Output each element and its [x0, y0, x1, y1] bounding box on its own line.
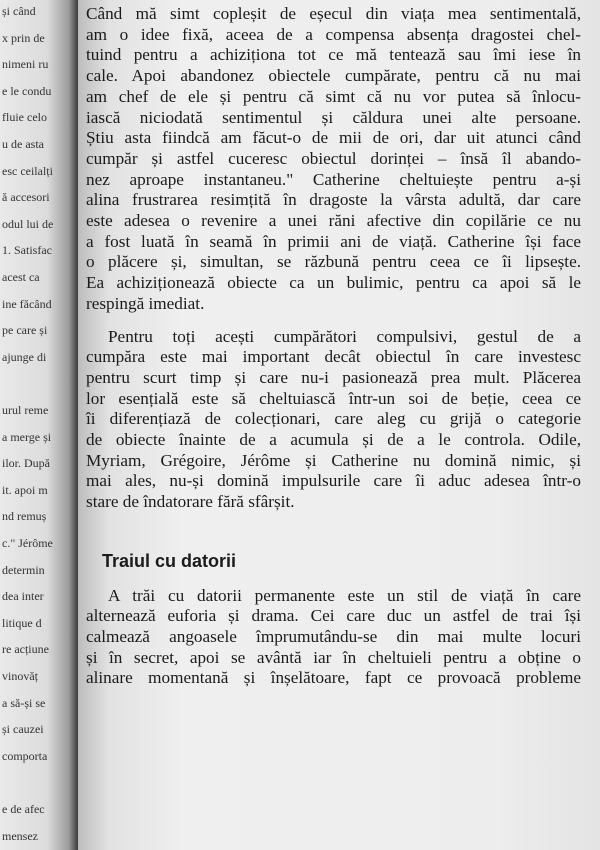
text-line: stare de îndatorare fără sfârșit.	[86, 492, 295, 512]
paragraph-1	[86, 4, 581, 315]
margin-fragment: u de asta	[2, 137, 44, 151]
text-line: calmează angoasele împrumutându-se din mai multe locuri	[86, 626, 581, 646]
text-line: Când mă simt copleșit de eșecul din viața mea sentimentală,	[86, 4, 581, 23]
text-line: respingă imediat.	[86, 293, 205, 313]
margin-fragment: 1. Satisfac	[2, 243, 52, 258]
margin-fragment: vinovăț	[2, 669, 38, 683]
margin-fragment: comporta	[2, 748, 48, 763]
text-line: Știu asta fiindcă am făcut-o de mii de ori, dar uit atunci când	[86, 128, 581, 148]
margin-fragment: ine făcând	[2, 296, 52, 311]
margin-fragment: x prin de	[2, 30, 45, 45]
margin-fragment: ilor. După	[2, 456, 50, 471]
margin-fragment: it. apoi m	[2, 482, 48, 497]
margin-fragment: fluie celo	[2, 110, 47, 125]
margin-fragment: acest ca	[2, 270, 40, 284]
text-line: și în secret, apoi se avântă iar în cheltuieli pentru a obține o	[86, 647, 581, 667]
text-line: Pentru toți acești cumpărători compulsivi, gestul de a	[108, 326, 581, 346]
margin-fragment: a să-și se	[2, 695, 46, 710]
margin-fragment: și când	[2, 4, 36, 18]
text-line: alinare momentană și înșelătoare, fapt ce provoacă probleme	[86, 668, 581, 688]
margin-fragment: mensez	[2, 828, 38, 843]
text-line: alina frustrarea resimțită în dragoste la vârsta adultă, dar care	[86, 190, 581, 210]
margin-fragment: litique d	[2, 615, 42, 630]
margin-fragment: c." Jérôme	[2, 536, 53, 550]
margin-fragment: determin	[2, 562, 45, 577]
text-line: iască niciodată sentimentul și căldura unei alte persoane.	[86, 107, 581, 127]
paragraph-2	[86, 327, 581, 513]
text-line: am chef de ele și pentru că simt că nu vor putea să înlocu-	[86, 86, 581, 106]
text-line: cumpăra este mai important decât obiectul în care investesc	[86, 347, 581, 367]
text-line: îi diferențiază de colecționari, care aleg cu grijă o categorie	[86, 409, 581, 429]
facing-page-margin	[0, 0, 78, 850]
text-line: o plăcere și, simultan, se răzbună pentru ceea ce îi lipsește.	[86, 252, 581, 272]
text-line: am o idee fixă, aceea de a compensa absența dragostei chel-	[86, 24, 581, 44]
margin-fragment: odul lui de	[2, 216, 54, 231]
margin-fragment: urul reme	[2, 403, 49, 417]
page-text	[86, 4, 581, 689]
margin-fragment: e le condu	[2, 83, 52, 98]
margin-fragment: esc ceilalți	[2, 163, 53, 178]
section-heading: Traiul cu datorii	[102, 550, 237, 571]
margin-fragment: ajunge di	[2, 349, 47, 364]
margin-fragment: e de afec	[2, 802, 45, 816]
text-line: nez aproape instantaneu." Catherine cheltuiește pentru a-și	[86, 169, 581, 189]
margin-fragment: dea inter	[2, 589, 44, 604]
text-line: lor esențială este să cheltuiască într-un soi de beție, ceea ce	[86, 388, 581, 408]
margin-fragment: și cauzei	[2, 722, 44, 737]
paragraph-3	[86, 586, 581, 690]
text-line: de obiecte înainte de a acumula și de a le controla. Odile,	[86, 430, 581, 450]
margin-fragment: a merge și	[2, 429, 52, 444]
text-line: A trăi cu datorii permanente este un stil de viață în care	[108, 585, 581, 605]
text-line: pentru scurt timp și care nu-i pasionează prea mult. Plăcerea	[86, 367, 581, 387]
text-line: cumpăr și astfel cuceresc obiectul dorinței – însă îl abando-	[86, 148, 581, 168]
margin-fragment: pe care și	[2, 323, 48, 338]
text-line: este adesea o revenire a unei răni afective din copilărie ce nu	[86, 211, 581, 231]
margin-fragment: nimeni ru	[2, 57, 49, 72]
margin-fragment: re acțiune	[2, 642, 49, 657]
margin-fragment: ă accesori	[2, 190, 50, 205]
book-page	[78, 0, 600, 850]
text-line: Myriam, Grégoire, Jérôme și Catherine nu domină nimic, și	[86, 450, 581, 470]
text-line: tuind pentru a achiziționa tot ce mă tentează sau îmi iese în	[86, 45, 581, 65]
text-line: Ea achiziționează obiecte ca un bulimic, pentru ca apoi să le	[86, 273, 581, 293]
text-line: cale. Apoi abandonez obiectele cumpărate, pentru că nu mai	[86, 66, 581, 86]
text-line: alternează euforia și drama. Cei care duc un astfel de trai își	[86, 606, 581, 626]
margin-fragment: nd remuș	[2, 509, 47, 524]
text-line: mai ales, nu-și domină impulsurile care îi aduc adesea într-o	[86, 471, 581, 491]
text-line: a fost luată în seamă în primii ani de viață. Catherine își face	[86, 231, 581, 251]
